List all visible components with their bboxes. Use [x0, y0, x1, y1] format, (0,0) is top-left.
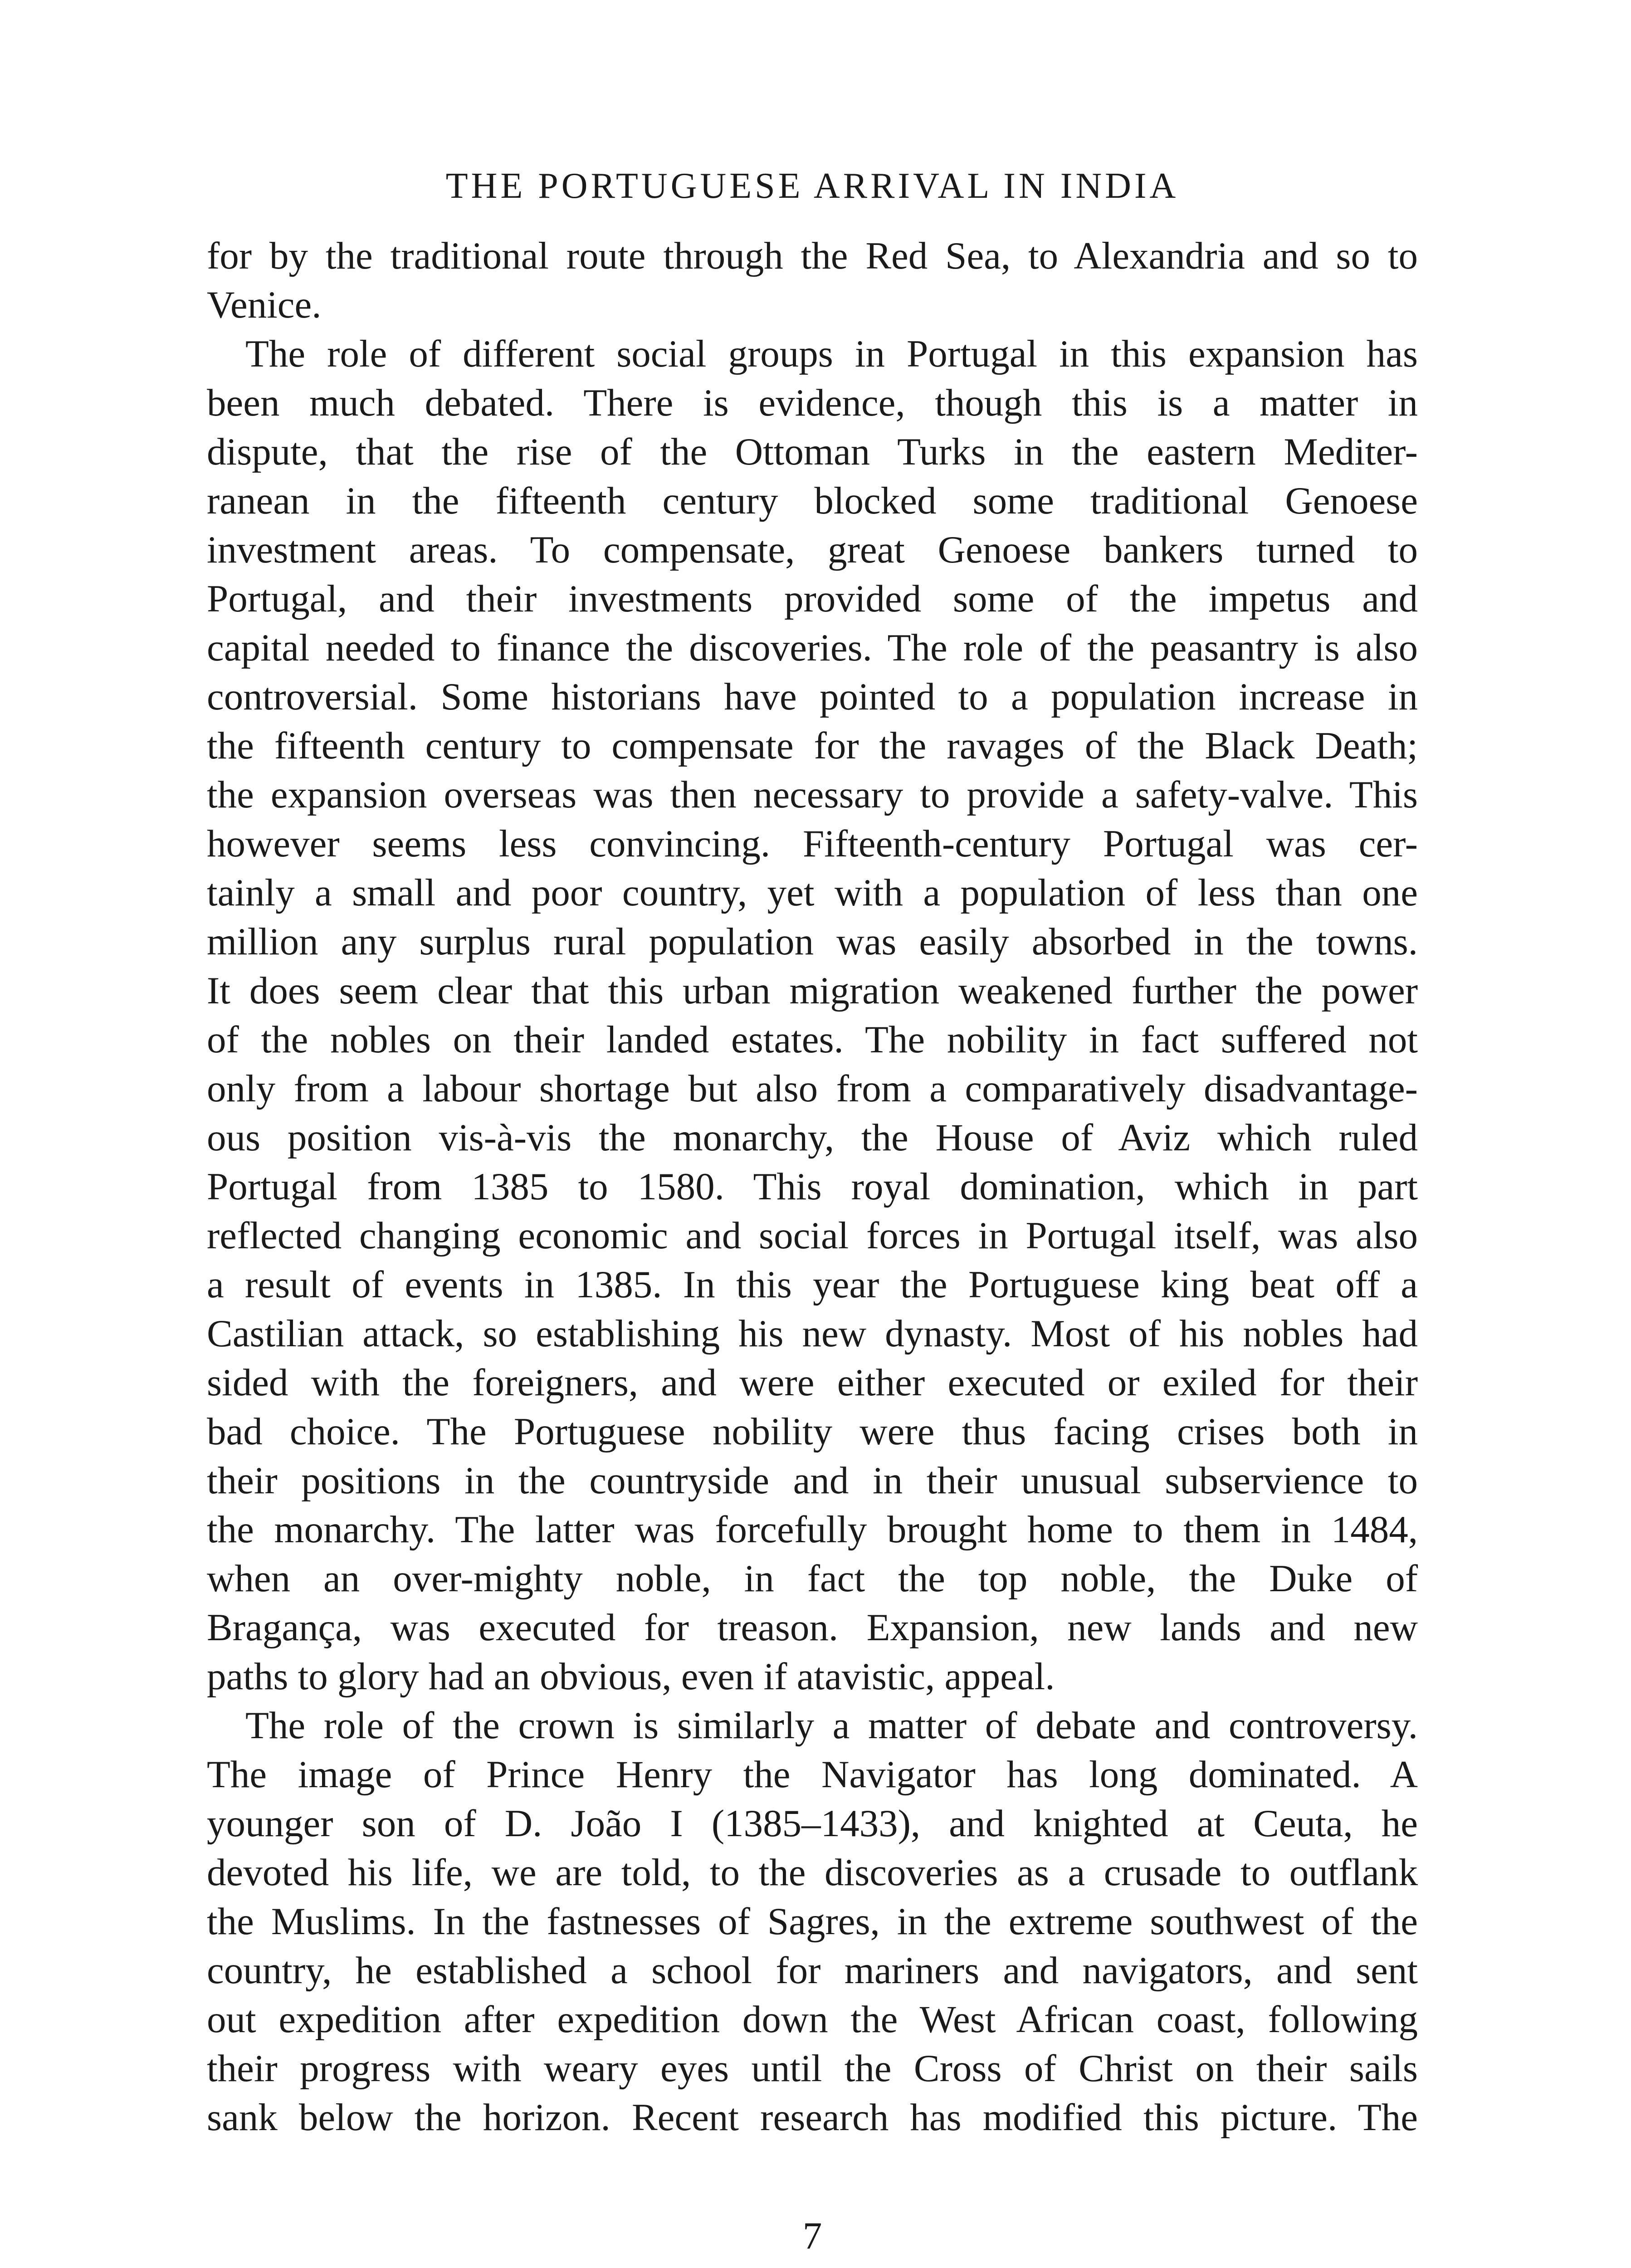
text-line: however seems less convincing. Fifteenth-century Portugal was cer-	[207, 822, 1418, 865]
text-line: Portugal from 1385 to 1580. This royal domination, which in part	[207, 1165, 1418, 1208]
text-line: when an over-mighty noble, in fact the top noble, the Duke of	[207, 1557, 1418, 1600]
text-line: the Muslims. In the fastnesses of Sagres, in the extreme southwest of the	[207, 1900, 1418, 1943]
text-line: paths to glory had an obvious, even if atavistic, appeal.	[207, 1655, 1055, 1698]
text-line: only from a labour shortage but also from a comparatively disadvantage-	[207, 1067, 1418, 1110]
text-line: the monarchy. The latter was forcefully brought home to them in 1484,	[207, 1508, 1418, 1551]
text-line: It does seem clear that this urban migration weakened further the power	[207, 969, 1418, 1012]
text-line: been much debated. There is evidence, though this is a matter in	[207, 381, 1418, 424]
text-line: reflected changing economic and social forces in Portugal itself, was also	[207, 1214, 1418, 1257]
text-line: their positions in the countryside and in their unusual subservience to	[207, 1459, 1418, 1502]
text-line: a result of events in 1385. In this year the Portuguese king beat off a	[207, 1263, 1418, 1306]
text-line: for by the traditional route through the Red Sea, to Alexandria and so to	[207, 235, 1418, 277]
text-line: tainly a small and poor country, yet with a population of less than one	[207, 871, 1418, 914]
text-line: Venice.	[207, 284, 322, 326]
text-line: the expansion overseas was then necessary to provide a safety-valve. This	[207, 773, 1418, 816]
body-text	[207, 231, 1418, 2142]
text-line: dispute, that the rise of the Ottoman Turks in the eastern Mediter-	[207, 430, 1418, 473]
running-head: THE PORTUGUESE ARRIVAL IN INDIA	[445, 166, 1179, 206]
text-line: sank below the horizon. Recent research has modified this picture. The	[207, 2096, 1418, 2139]
text-line: The role of the crown is similarly a matter of debate and controversy.	[245, 1704, 1418, 1747]
paragraph-3	[207, 1701, 1418, 2142]
text-line: Portugal, and their investments provided some of the impetus and	[207, 577, 1418, 620]
text-line: ranean in the fifteenth century blocked some traditional Genoese	[207, 479, 1418, 522]
text-line: devoted his life, we are told, to the discoveries as a crusade to outflank	[207, 1851, 1418, 1894]
text-line: their progress with weary eyes until the Cross of Christ on their sails	[207, 2047, 1418, 2090]
text-line: Bragança, was executed for treason. Expansion, new lands and new	[207, 1606, 1418, 1649]
text-line: controversial. Some historians have pointed to a population increase in	[207, 675, 1418, 718]
text-line: of the nobles on their landed estates. The nobility in fact suffered not	[207, 1018, 1418, 1061]
text-line: bad choice. The Portuguese nobility were thus facing crises both in	[207, 1410, 1418, 1453]
paragraph-2	[207, 329, 1418, 1701]
text-line: ous position vis-à-vis the monarchy, the House of Aviz which ruled	[207, 1116, 1418, 1159]
paragraph-1	[207, 231, 1418, 329]
text-line: out expedition after expedition down the West African coast, following	[207, 1998, 1418, 2041]
text-line: Castilian attack, so establishing his new dynasty. Most of his nobles had	[207, 1312, 1418, 1355]
text-line: The role of different social groups in Portugal in this expansion has	[245, 332, 1418, 375]
text-line: million any surplus rural population was easily absorbed in the towns.	[207, 920, 1418, 963]
text-line: The image of Prince Henry the Navigator has long dominated. A	[207, 1753, 1418, 1796]
text-line: the fifteenth century to compensate for the ravages of the Black Death;	[207, 724, 1418, 767]
page-number: 7	[802, 2214, 822, 2257]
text-line: capital needed to finance the discoveries. The role of the peasantry is also	[207, 626, 1418, 669]
text-line: younger son of D. João I (1385–1433), and knighted at Ceuta, he	[207, 1802, 1418, 1845]
text-line: sided with the foreigners, and were either executed or exiled for their	[207, 1361, 1418, 1404]
text-line: investment areas. To compensate, great Genoese bankers turned to	[207, 528, 1418, 571]
text-line: country, he established a school for mariners and navigators, and sent	[207, 1949, 1418, 1992]
